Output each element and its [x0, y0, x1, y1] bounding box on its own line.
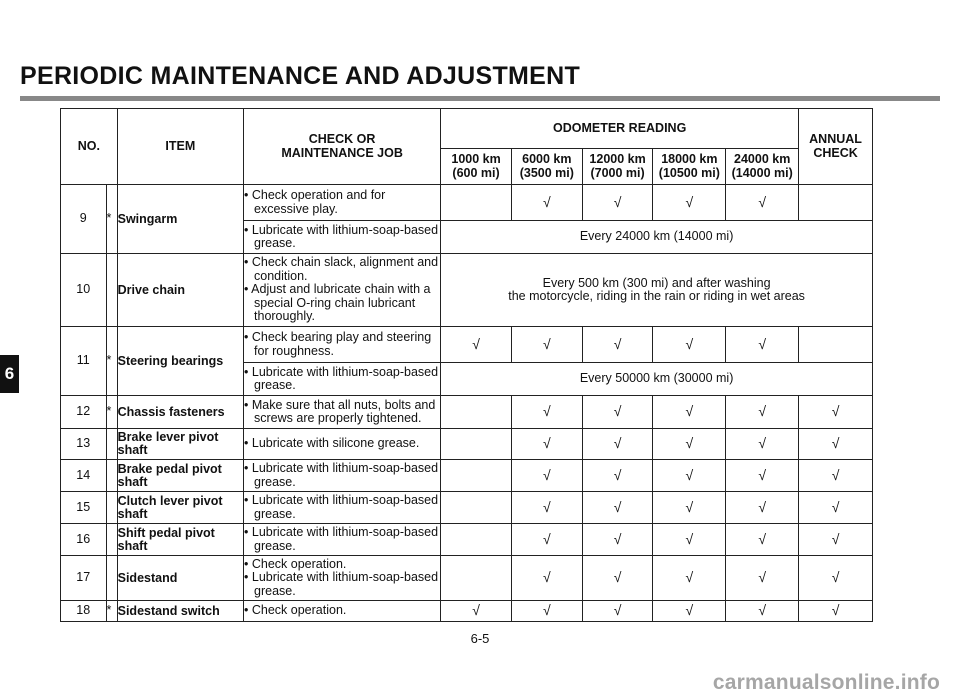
interval-note: Every 500 km (300 mi) and after washing the motorcycle, riding in the rain or riding in wet areas [441, 254, 873, 327]
interval-note: Every 24000 km (14000 mi) [441, 221, 873, 254]
header-interval: 12000 km (7000 mi) [582, 149, 653, 185]
table-row [61, 429, 873, 460]
table-row [61, 254, 873, 327]
check-cell [799, 327, 873, 363]
table-row [61, 524, 873, 556]
check-mark: √ [726, 601, 799, 622]
check-mark: √ [653, 429, 726, 460]
header-interval: 1000 km (600 mi) [441, 149, 512, 185]
maintenance-table [60, 108, 873, 622]
header-item: ITEM [117, 109, 243, 185]
row-number: 18 [61, 601, 107, 622]
row-job: • Make sure that all nuts, bolts and screws are properly tightened. [244, 396, 441, 429]
check-cell [441, 492, 512, 524]
check-mark: √ [511, 185, 582, 221]
row-star [106, 460, 117, 492]
table-row [61, 460, 873, 492]
row-star [106, 254, 117, 327]
check-cell [441, 429, 512, 460]
header-odometer: ODOMETER READING [441, 109, 799, 149]
check-mark: √ [799, 524, 873, 556]
row-job: • Lubricate with lithium-soap-based grease. [244, 460, 441, 492]
header-interval: 24000 km (14000 mi) [726, 149, 799, 185]
row-job: • Lubricate with silicone grease. [244, 429, 441, 460]
row-star [106, 429, 117, 460]
header-interval: 18000 km (10500 mi) [653, 149, 726, 185]
table-row [61, 556, 873, 601]
check-mark: √ [653, 492, 726, 524]
page-title: PERIODIC MAINTENANCE AND ADJUSTMENT [20, 62, 581, 90]
page-number: 6-5 [470, 631, 490, 646]
check-cell [799, 185, 873, 221]
chapter-tab: 6 [0, 355, 19, 393]
check-mark: √ [653, 601, 726, 622]
check-mark: √ [653, 524, 726, 556]
row-star: * [106, 396, 117, 429]
row-number: 17 [61, 556, 107, 601]
check-mark: √ [799, 601, 873, 622]
check-cell [441, 556, 512, 601]
check-mark: √ [799, 429, 873, 460]
row-item: Brake lever pivot shaft [117, 429, 243, 460]
check-mark: √ [582, 524, 653, 556]
table-row [61, 327, 873, 363]
check-mark: √ [726, 524, 799, 556]
watermark: carmanualsonline.info [712, 671, 940, 694]
row-item: Steering bearings [117, 327, 243, 396]
check-mark: √ [511, 429, 582, 460]
interval-note: Every 50000 km (30000 mi) [441, 363, 873, 396]
check-mark: √ [726, 492, 799, 524]
table-row [61, 185, 873, 221]
check-mark: √ [653, 185, 726, 221]
check-mark: √ [799, 492, 873, 524]
row-number: 10 [61, 254, 107, 327]
row-star [106, 492, 117, 524]
row-number: 11 [61, 327, 107, 396]
header-annual-check: ANNUAL CHECK [799, 109, 873, 185]
row-number: 13 [61, 429, 107, 460]
row-item: Chassis fasteners [117, 396, 243, 429]
check-mark: √ [726, 327, 799, 363]
check-mark: √ [511, 396, 582, 429]
check-mark: √ [582, 327, 653, 363]
row-star [106, 556, 117, 601]
row-star [106, 524, 117, 556]
check-mark: √ [799, 460, 873, 492]
row-number: 16 [61, 524, 107, 556]
row-item: Shift pedal pivot shaft [117, 524, 243, 556]
row-star: * [106, 185, 117, 254]
table-row [61, 601, 873, 622]
check-mark: √ [582, 396, 653, 429]
row-number: 14 [61, 460, 107, 492]
check-mark: √ [726, 460, 799, 492]
check-cell [441, 396, 512, 429]
check-mark: √ [511, 524, 582, 556]
check-mark: √ [726, 429, 799, 460]
row-item: Swingarm [117, 185, 243, 254]
row-number: 15 [61, 492, 107, 524]
check-mark: √ [511, 492, 582, 524]
row-item: Drive chain [117, 254, 243, 327]
title-rule [20, 96, 940, 101]
row-job: • Check operation. • Lubricate with lithium-soap-based grease. [244, 556, 441, 601]
row-number: 9 [61, 185, 107, 254]
row-job: • Check bearing play and steering for roughness. [244, 327, 441, 363]
check-mark: √ [726, 396, 799, 429]
table-row [61, 396, 873, 429]
row-item: Sidestand switch [117, 601, 243, 622]
row-job: • Lubricate with lithium-soap-based grease. [244, 524, 441, 556]
row-item: Sidestand [117, 556, 243, 601]
header-interval: 6000 km (3500 mi) [511, 149, 582, 185]
row-number: 12 [61, 396, 107, 429]
row-item: Clutch lever pivot shaft [117, 492, 243, 524]
row-job: • Lubricate with lithium-soap-based grease. [244, 363, 441, 396]
check-cell [441, 460, 512, 492]
row-job: • Check operation and for excessive play. [244, 185, 441, 221]
check-mark: √ [799, 556, 873, 601]
check-mark: √ [511, 327, 582, 363]
row-job: • Check chain slack, alignment and condition. • Adjust and lubricate chain with a special O-ring chain lubricant thoroughly. [244, 254, 441, 327]
row-star: * [106, 601, 117, 622]
check-mark: √ [582, 460, 653, 492]
row-job: • Check operation. [244, 601, 441, 622]
check-mark: √ [441, 327, 512, 363]
row-star: * [106, 327, 117, 396]
header-check-job: CHECK OR MAINTENANCE JOB [244, 109, 441, 185]
check-mark: √ [582, 556, 653, 601]
check-mark: √ [726, 556, 799, 601]
check-mark: √ [582, 601, 653, 622]
row-job: • Lubricate with lithium-soap-based grease. [244, 492, 441, 524]
check-mark: √ [511, 460, 582, 492]
check-mark: √ [511, 556, 582, 601]
check-mark: √ [726, 185, 799, 221]
row-job: • Lubricate with lithium-soap-based grease. [244, 221, 441, 254]
row-item: Brake pedal pivot shaft [117, 460, 243, 492]
table-row [61, 492, 873, 524]
check-mark: √ [653, 396, 726, 429]
check-mark: √ [441, 601, 512, 622]
check-mark: √ [582, 492, 653, 524]
check-mark: √ [582, 185, 653, 221]
check-cell [441, 524, 512, 556]
header-no: NO. [61, 109, 118, 185]
check-mark: √ [511, 601, 582, 622]
check-mark: √ [653, 556, 726, 601]
check-mark: √ [653, 327, 726, 363]
check-mark: √ [653, 460, 726, 492]
check-cell [441, 185, 512, 221]
check-mark: √ [799, 396, 873, 429]
check-mark: √ [582, 429, 653, 460]
